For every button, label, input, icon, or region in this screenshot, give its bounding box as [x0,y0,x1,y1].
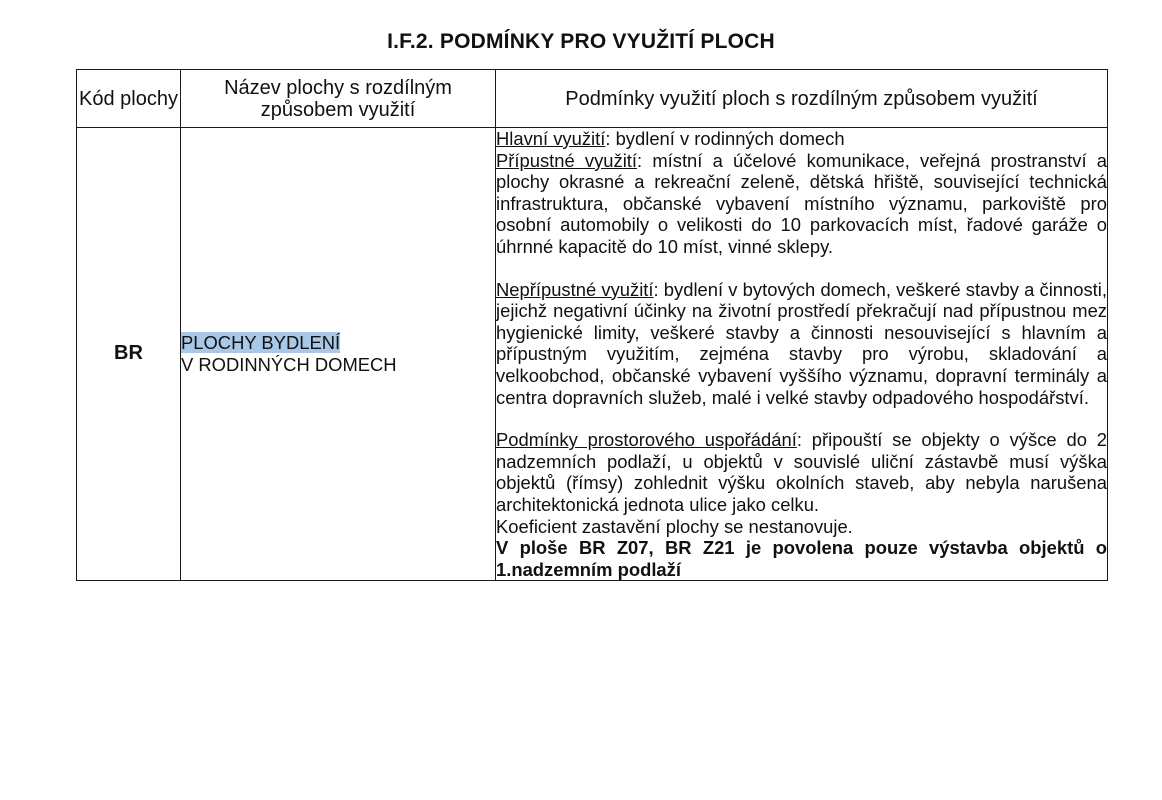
forbidden-use [496,279,1107,409]
main-use-label: Hlavní využití [496,128,606,149]
table-header-row [77,70,1108,128]
spatial-conditions-label: Podmínky prostorového uspořádání [496,429,797,451]
main-use-text: : bydlení v rodinných domech [605,128,845,149]
header-conditions: Podmínky využití ploch s rozdílným způsobem využití [496,70,1108,128]
table-row [77,128,1108,581]
paragraph-gap [496,258,1107,279]
main-use [496,128,1107,150]
paragraph-gap [496,408,1107,429]
header-code: Kód plochy [77,70,181,128]
area-name-highlighted: PLOCHY BYDLENÍ [181,332,341,354]
area-name-rest: V RODINNÝCH DOMECH [181,354,397,376]
bold-restriction-note: V ploše BR Z07, BR Z21 je povolena pouze výstavba objektů o 1.nadzemním podlaží [496,537,1107,580]
page-title: I.F.2. PODMÍNKY PRO VYUŽITÍ PLOCH [387,30,775,53]
spatial-conditions-text: : připouští se objekty o výšce do 2 nadzemních podlaží, u objektů v souvislé uliční zástavbě musí výška objektů (římsy) zohlednit výšku okolních staveb, aby nebyla narušena architektonická jednota ulice jako celku. [496,429,1107,515]
forbidden-use-text: : bydlení v bytových domech, veškeré stavby a činnosti, jejichž negativní účinky na životní prostředí překračují nad přípustnou mez hygienické limity, veškeré stavby a činnosti nesouvisející s hlavním a přípustným využitím, zejména stavby pro výrobu, skladování a velkoobchod, občanské vybavení vyššího významu, dopravní terminály a centra dopravních služeb, malé i velké stavby odpadového hospodářství. [496,278,1107,408]
permitted-use-text: : místní a účelové komunikace, veřejná prostranství a plochy okrasné a rekreační zeleně, dětská hřiště, související technická infrastruktura, občanské vybavení místního významu, parkoviště pro osobní automobily o velikosti do 10 parkovacích míst, řadové garáže o úhrnné kapacitě do 10 míst, vinné sklepy. [496,149,1107,257]
forbidden-use-label: Nepřípustné využití [496,278,654,300]
conditions-cell [496,128,1108,581]
header-name: Název plochy s rozdílným způsobem využití [181,70,496,128]
area-code: BR [77,128,181,581]
spatial-conditions [496,429,1107,515]
permitted-use [496,150,1107,258]
coefficient-note: Koeficient zastavění plochy se nestanovuje. [496,515,853,537]
area-name [181,128,496,581]
conditions-table [76,69,1108,581]
permitted-use-label: Přípustné využití [496,149,638,171]
